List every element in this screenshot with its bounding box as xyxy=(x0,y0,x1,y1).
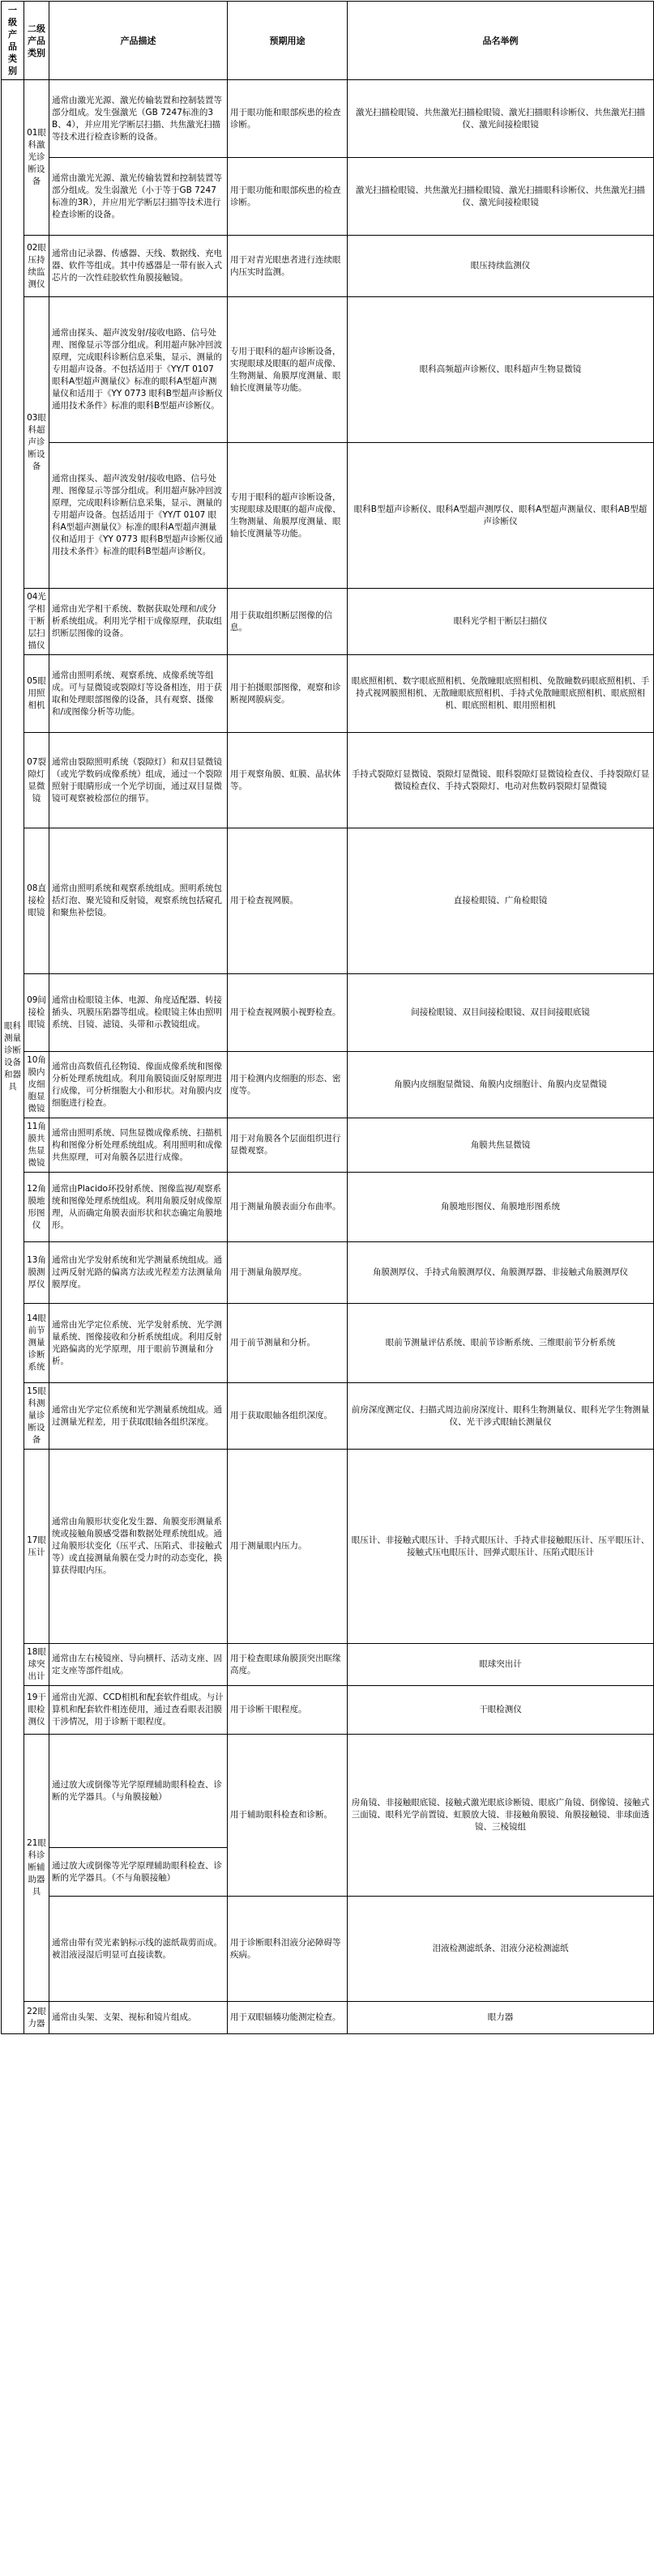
second-level-category: 04光学相干断层扫描仪 xyxy=(24,589,49,655)
product-examples: 眼力器 xyxy=(348,2002,654,2034)
first-level-category: 眼科测量诊断设备和器具 xyxy=(2,80,24,2034)
intended-use: 用于拍摄眼部图像，观察和诊断视网膜病变。 xyxy=(228,655,348,733)
second-level-category: 13角膜测厚仪 xyxy=(24,1242,49,1304)
intended-use: 用于测量角膜表面分布曲率。 xyxy=(228,1173,348,1242)
product-description: 通常由带有荧光素钠标示线的滤纸裁剪而成。被泪液浸湿后明显可直接读数。 xyxy=(49,1897,228,2002)
second-level-category: 10角膜内皮细胞显微镜 xyxy=(24,1052,49,1118)
product-description: 通常由探头、超声波发射/接收电路、信号处理、图像显示等部分组成。利用超声脉冲回波原理，完成眼科诊断信息采集，显示、测量的专用超声设备。包括适用于《YY/T 0107 眼科A型超声测量仪》标准的眼科A型超声测量仪和适用于《YY 0773 眼科B型超声诊断仪通用技术条件》标准的眼科B型超声诊断仪。 xyxy=(49,443,228,589)
product-description: 通常由光学定位系统和光学测量系统组成。通过测量光程差，用于获取眼轴各组织深度。 xyxy=(49,1383,228,1450)
product-examples: 直接检眼镜、广角检眼镜 xyxy=(348,828,654,974)
product-examples: 前房深度测定仪、扫描式周边前房深度计、眼科生物测量仪、眼科光学生物测量仪、光干涉式眼轴长测量仪 xyxy=(348,1383,654,1450)
table-row xyxy=(2,236,654,297)
product-description: 通常由Placido环投射系统、图像监视/观察系统和图像处理系统组成。利用角膜反射成像原理，从而确定角膜表面形状和状态确定角膜地形。 xyxy=(49,1173,228,1242)
product-description: 通常由记录器、传感器、天线、数据线、充电器、软件等组成。其中传感器是一带有嵌入式芯片的一次性硅胶软性角膜接触镜。 xyxy=(49,236,228,297)
product-description: 通过放大或倒像等光学原理辅助眼科检查、诊断的光学器具。（与角膜接触） xyxy=(49,1735,228,1848)
product-examples: 间接检眼镜、双目间接检眼镜、双目间接眼底镜 xyxy=(348,974,654,1052)
product-description: 通常由光学定位系统、光学发射系统、光学测量系统、图像接收和分析系统组成。利用反射光路偏离的光学原理，用于眼前节测量和分析。 xyxy=(49,1304,228,1383)
table-row xyxy=(2,1897,654,2002)
product-examples: 激光扫描检眼镜、共焦激光扫描检眼镜、激光扫描眼科诊断仪、共焦激光扫描仪、激光间接检眼镜 xyxy=(348,80,654,158)
header-row xyxy=(2,2,654,80)
table-row xyxy=(2,1450,654,1644)
header-intended-use: 预期用途 xyxy=(228,2,348,80)
product-description: 通常由激光光源、激光传输装置和控制装置等部分组成。发生弱激光（小于等于GB 7247标准的3R），并应用光学断层扫描等技术进行检查诊断的设备。 xyxy=(49,158,228,236)
intended-use: 用于检查视网膜。 xyxy=(228,828,348,974)
product-description: 通常由头架、支架、视标和镜片组成。 xyxy=(49,2002,228,2034)
table-row xyxy=(2,589,654,655)
table-row xyxy=(2,297,654,443)
table-row xyxy=(2,974,654,1052)
product-description: 通常由照明系统、观察系统、成像系统等组成。可与显微镜或裂隙灯等设备相连，用于获取和处理眼部图像的设备，具有观察、摄像和/或图像分析等功能。 xyxy=(49,655,228,733)
header-examples: 品名举例 xyxy=(348,2,654,80)
intended-use: 用于双眼辐辏功能测定检查。 xyxy=(228,2002,348,2034)
product-examples: 眼科高频超声诊断仪、眼科超声生物显微镜 xyxy=(348,297,654,443)
table-row xyxy=(2,1118,654,1173)
second-level-category: 12角膜地形图仪 xyxy=(24,1173,49,1242)
intended-use: 用于眼功能和眼部疾患的检查诊断。 xyxy=(228,80,348,158)
table-row xyxy=(2,1242,654,1304)
intended-use: 用于观察角膜、虹膜、晶状体等。 xyxy=(228,733,348,828)
intended-use: 用于诊断眼科泪液分泌障碍等疾病。 xyxy=(228,1897,348,2002)
intended-use: 用于测量眼内压力。 xyxy=(228,1450,348,1644)
product-description: 通常由激光光源、激光传输装置和控制装置等部分组成。发生强激光（GB 7247标准的3B、4），并应用光学断层扫描、共焦激光扫描等技术进行检查诊断的设备。 xyxy=(49,80,228,158)
second-level-category: 14眼前节测量诊断系统 xyxy=(24,1304,49,1383)
header-first-level: 一级产品类别 xyxy=(2,2,24,80)
product-examples: 激光扫描检眼镜、共焦激光扫描检眼镜、激光扫描眼科诊断仪、共焦激光扫描仪、激光间接检眼镜 xyxy=(348,158,654,236)
intended-use: 用于检查眼球角膜顶突出眶缘高度。 xyxy=(228,1644,348,1686)
table-row xyxy=(2,1644,654,1686)
product-examples: 眼科光学相干断层扫描仪 xyxy=(348,589,654,655)
table-row xyxy=(2,1052,654,1118)
product-description: 通常由照明系统和观察系统组成。照明系统包括灯泡、聚光镜和反射镜，观察系统包括窥孔和聚焦补偿镜。 xyxy=(49,828,228,974)
product-description: 通过放大或倒像等光学原理辅助眼科检查、诊断的光学器具。（不与角膜接触） xyxy=(49,1848,228,1897)
table-row xyxy=(2,2002,654,2034)
table-row xyxy=(2,1173,654,1242)
intended-use: 用于检测内皮细胞的形态、密度等。 xyxy=(228,1052,348,1118)
second-level-category: 19干眼检测仪 xyxy=(24,1686,49,1735)
product-classification-table xyxy=(1,1,654,2034)
product-examples: 眼前节测量评估系统、眼前节诊断系统、三维眼前节分析系统 xyxy=(348,1304,654,1383)
intended-use: 用于对角膜各个层面组织进行显微观察。 xyxy=(228,1118,348,1173)
second-level-category: 11角膜共焦显微镜 xyxy=(24,1118,49,1173)
second-level-category: 22眼力器 xyxy=(24,2002,49,2034)
product-description: 通常由高数值孔径物镜、像面成像系统和图像分析处理系统组成。利用角膜镜面反射原理进行成像，可分析细胞大小和形状。对角膜内皮细胞进行检查。 xyxy=(49,1052,228,1118)
product-examples: 角膜地形图仪、角膜地形图系统 xyxy=(348,1173,654,1242)
second-level-category: 08直接检眼镜 xyxy=(24,828,49,974)
table-row xyxy=(2,733,654,828)
intended-use: 用于测量角膜厚度。 xyxy=(228,1242,348,1304)
intended-use: 用于眼功能和眼部疾患的检查诊断。 xyxy=(228,158,348,236)
product-description: 通常由左右棱镜座、导向横杆、活动支座、固定支座等部件组成。 xyxy=(49,1644,228,1686)
intended-use: 用于辅助眼科检查和诊断。 xyxy=(228,1735,348,1897)
product-examples: 眼压计、非接触式眼压计、手持式眼压计、手持式非接触眼压计、压平眼压计、接触式压电眼压计、回弹式眼压计、压陷式眼压计 xyxy=(348,1450,654,1644)
second-level-category: 09间接检眼镜 xyxy=(24,974,49,1052)
table-row xyxy=(2,1304,654,1383)
product-description: 通常由角膜形状变化发生器、角膜变形测量系统或接触角膜感受器和数据处理系统组成。通过角膜形状变化（压平式、压陷式、非接触式等）或直接测量角膜在受力时的动态变化，换算获得眼内压。 xyxy=(49,1450,228,1644)
intended-use: 用于诊断干眼程度。 xyxy=(228,1686,348,1735)
product-description: 通常由探头、超声波发射/接收电路、信号处理、图像显示等部分组成。利用超声脉冲回波原理，完成眼科诊断信息采集，显示、测量的专用超声设备。不包括适用于《YY/T 0107 眼科A型超声测量仪》标准的眼科A型超声测量仪和适用于《YY 0773 眼科B型超声诊断仪通用技术条件》标准的眼科B型超声诊断仪。 xyxy=(49,297,228,443)
header-description: 产品描述 xyxy=(49,2,228,80)
product-examples: 角膜内皮细胞显微镜、角膜内皮细胞计、角膜内皮显微镜 xyxy=(348,1052,654,1118)
second-level-category: 18眼球突出计 xyxy=(24,1644,49,1686)
product-examples: 房角镜、非接触眼底镜、接触式激光眼底诊断镜、眼底广角镜、倒像镜、接触式三面镜、眼科光学前置镜、虹膜放大镜、非接触角膜镜、角膜接触镜、非球面透镜、三棱镜组 xyxy=(348,1735,654,1897)
table-row xyxy=(2,655,654,733)
second-level-category: 02眼压持续监测仪 xyxy=(24,236,49,297)
product-examples: 手持式裂隙灯显微镜、裂隙灯显微镜、眼科裂隙灯显微镜检查仪、手持裂隙灯显微镜检查仪、手持式裂隙灯、电动对焦数码裂隙灯显微镜 xyxy=(348,733,654,828)
table-row xyxy=(2,80,654,158)
product-examples: 眼科B型超声诊断仪、眼科A型超声测厚仪、眼科A型超声测量仪、眼科AB型超声诊断仪 xyxy=(348,443,654,589)
product-examples: 眼底照相机、数字眼底照相机、免散瞳眼底照相机、免散瞳数码眼底照相机、手持式视网膜照相机、无散瞳眼底照相机、手持式免散瞳眼底照相机、眼底照相机、眼底照相机、眼用照相机 xyxy=(348,655,654,733)
intended-use: 用于前节测量和分析。 xyxy=(228,1304,348,1383)
product-examples: 角膜共焦显微镜 xyxy=(348,1118,654,1173)
intended-use: 用于获取眼轴各组织深度。 xyxy=(228,1383,348,1450)
second-level-category: 15眼科测量诊断设备 xyxy=(24,1383,49,1450)
second-level-category: 21眼科诊断辅助器具 xyxy=(24,1735,49,2002)
product-description: 通常由裂隙照明系统（裂隙灯）和双目显微镜（或光学数码成像系统）组成，通过一个裂隙照射于眼睛形成一个光学切面，通过双目显微镜可观察被检部位的细节。 xyxy=(49,733,228,828)
product-examples: 角膜测厚仪、手持式角膜测厚仪、角膜测厚器、非接触式角膜测厚仪 xyxy=(348,1242,654,1304)
second-level-category: 01眼科激光诊断设备 xyxy=(24,80,49,236)
intended-use: 专用于眼科的超声诊断设备，实现眼球及眼眶的超声成像、生物测量、角膜厚度测量、眼轴长度测量等功能。 xyxy=(228,297,348,443)
product-examples: 眼压持续监测仪 xyxy=(348,236,654,297)
table-row xyxy=(2,158,654,236)
intended-use: 专用于眼科的超声诊断设备，实现眼球及眼眶的超声成像、生物测量、角膜厚度测量、眼轴长度测量等功能。 xyxy=(228,443,348,589)
product-description: 通常由照明系统、同焦显微成像系统、扫描机构和图像分析处理系统组成。利用照明和成像共焦原理，可对角膜各层进行成像。 xyxy=(49,1118,228,1173)
product-description: 通常由光学发射系统和光学测量系统组成。通过两反射光路的偏离方法或光程差方法测量角膜厚度。 xyxy=(49,1242,228,1304)
product-examples: 泪液检测滤纸条、泪液分泌检测滤纸 xyxy=(348,1897,654,2002)
table-row xyxy=(2,443,654,589)
second-level-category: 07裂隙灯显微镜 xyxy=(24,733,49,828)
intended-use: 用于对青光眼患者进行连续眼内压实时监测。 xyxy=(228,236,348,297)
header-second-level: 二级产品类别 xyxy=(24,2,49,80)
table-row xyxy=(2,1686,654,1735)
table-row xyxy=(2,828,654,974)
table-row xyxy=(2,1383,654,1450)
product-description: 通常由检眼镜主体、电源、角度适配器、转接插头、巩膜压陷器等组成。检眼镜主体由照明系统、目镜、滤镜、头带和示教镜组成。 xyxy=(49,974,228,1052)
product-description: 通常由光源、CCD相机和配套软件组成。与计算机和配套软件相连使用，通过查看眼表泪膜干涉情况，用于诊断干眼程度。 xyxy=(49,1686,228,1735)
product-description: 通常由光学相干系统、数据获取处理和/或分析系统组成。利用光学相干成像原理，获取组织断层图像的设备。 xyxy=(49,589,228,655)
intended-use: 用于检查视网膜小视野检查。 xyxy=(228,974,348,1052)
table-row xyxy=(2,1735,654,1848)
product-examples: 干眼检测仪 xyxy=(348,1686,654,1735)
second-level-category: 03眼科超声诊断设备 xyxy=(24,297,49,589)
second-level-category: 17眼压计 xyxy=(24,1450,49,1644)
second-level-category: 05眼用照相机 xyxy=(24,655,49,733)
product-examples: 眼球突出计 xyxy=(348,1644,654,1686)
intended-use: 用于获取组织断层图像的信息。 xyxy=(228,589,348,655)
